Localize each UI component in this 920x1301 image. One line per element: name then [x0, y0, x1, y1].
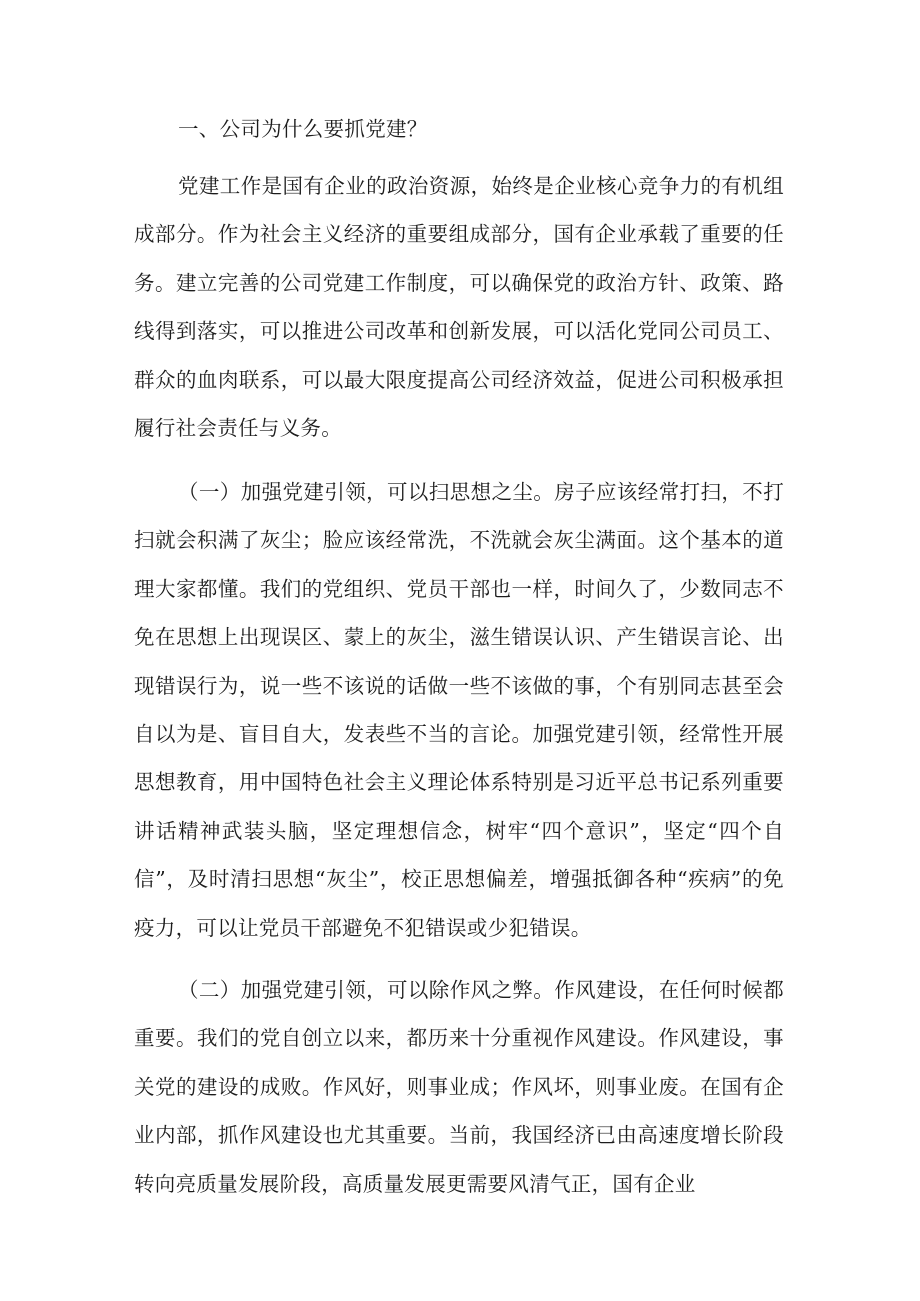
paragraph-point-one: （一）加强党建引领，可以扫思想之尘。房子应该经常打扫，不打扫就会积满了灰尘；脸应该经常洗，不洗就会灰尘满面。这个基本的道理大家都懂。我们的党组织、党员干部也一样，时间久了，少数同志不免在思想上出现误区、蒙上的灰尘，滋生错误认识、产生错误言论、出现错误行为，说一些不该说的话做一些不该做的事，个有别同志甚至会自以为是、盲目自大，发表些不当的言论。加强党建引领，经常性开展思想教育，用中国特色社会主义理论体系特别是习近平总书记系列重要讲话精神武装头脑，坚定理想信念，树牢“四个意识”，坚定“四个自信”，及时清扫思想“灰尘”，校正思想偏差，增强抵御各种“疾病”的免疫力，可以让党员干部避免不犯错误或少犯错误。 — [134, 480, 784, 940]
paragraph-intro: 党建工作是国有企业的政治资源，始终是企业核心竞争力的有机组成部分。作为社会主义经济的重要组成部分，国有企业承载了重要的任务。建立完善的公司党建工作制度，可以确保党的政治方针、政策、路线得到落实，可以推进公司改革和创新发展，可以活化党同公司员工、群众的血肉联系，可以最大限度提高公司经济效益，促进公司积极承担履行社会责任与义务。 — [134, 174, 784, 441]
paragraph-point-two: （二）加强党建引领，可以除作风之弊。作风建设，在任何时候都重要。我们的党自创立以来，都历来十分重视作风建设。作风建设，事关党的建设的成败。作风好，则事业成；作风坏，则事业废。在国有企业内部，抓作风建设也尤其重要。当前，我国经济已由高速度增长阶段转向亮质量发展阶段，高质量发展更需要风清气正，国有企业 — [134, 978, 784, 1196]
section-heading: 一、公司为什么要抓党建？ — [178, 117, 428, 141]
